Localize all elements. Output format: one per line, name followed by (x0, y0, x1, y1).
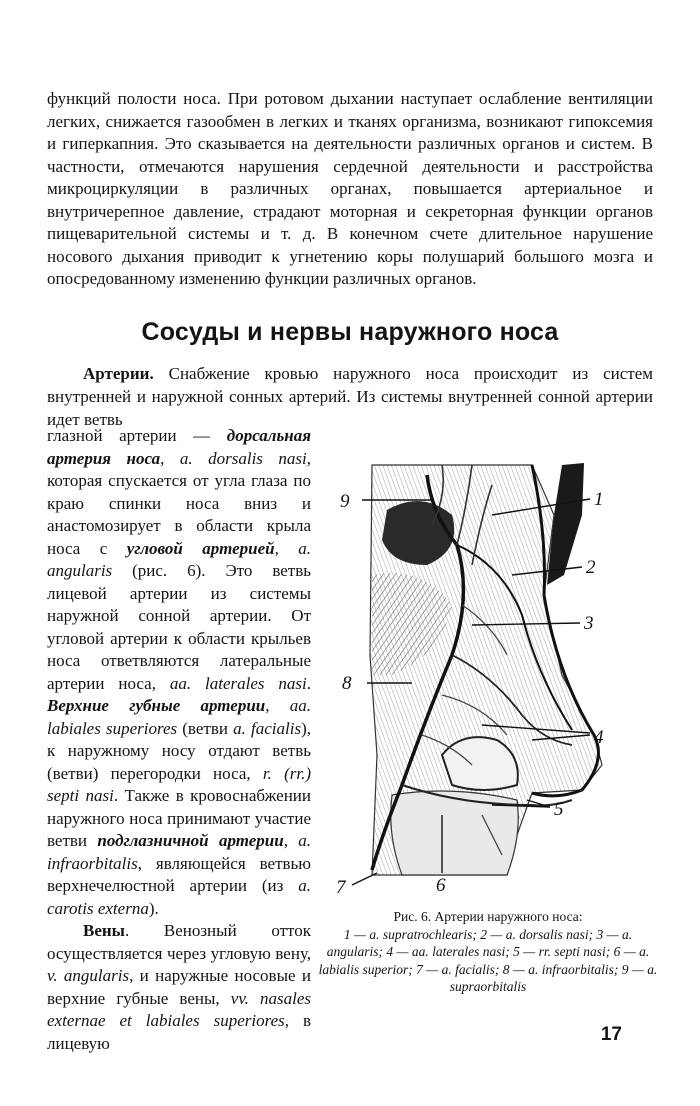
latin-dorsalis-nasi: a. dorsalis nasi (179, 448, 307, 468)
latin-carotis-externa: a. carotis externa (47, 876, 311, 918)
latin-labiales-superiores: aa. labiales superiores (47, 696, 311, 738)
term-angular-artery: угловой артерией (126, 538, 275, 558)
figure-label-6: 6 (436, 875, 446, 895)
latin-septi-nasi: r. (rr.) septi nasi (47, 763, 311, 805)
arteries-text-7: . (306, 673, 311, 693)
arteries-paragraph-body (47, 425, 311, 920)
arteries-text-11: . Также в кровоснабжении наружного носа принимают участие ветви (47, 786, 311, 850)
section-heading: Сосуды и нервы наружного носа (141, 318, 559, 346)
latin-nasales-labiales: vv. nasales externae et labiales superiores (47, 988, 311, 1030)
veins-text-2: , и наружные носовые и верхние губные вены, (47, 966, 312, 1008)
arteries-text-12: , (283, 831, 299, 850)
figure-label-4: 4 (594, 727, 604, 748)
arteries-text-14: ). (148, 898, 159, 918)
term-dorsal-artery: дорсальная артерия носа (47, 426, 311, 468)
figure-label-2: 2 (586, 557, 596, 578)
term-infraorbital-artery: подглазничной артерии (97, 831, 284, 850)
nose-arteries-illustration (332, 455, 632, 895)
veins-paragraph (47, 920, 311, 1055)
text-column (47, 425, 311, 1055)
arteries-text-8: , (265, 696, 290, 715)
figure-label-3: 3 (584, 613, 594, 634)
arteries-text-4: , которая спускается от угла глаза по краю спинки носа вниз и анастомозирует в области крыла носа с (47, 448, 312, 558)
arteries-text-13: , являющейся ветвью верхнечелюстной артерии (из (47, 853, 311, 895)
page-number: 17 (600, 1024, 622, 1045)
veins-text-1: . Венозный отток осуществляется через угловую вену, (47, 921, 311, 963)
figure-label-1: 1 (594, 489, 604, 510)
figure-label-9: 9 (340, 491, 350, 512)
veins-label: Вены (83, 921, 125, 940)
arteries-label: Артерии. (83, 364, 154, 383)
arteries-text-6: (рис. 6). Это ветвь лицевой артерии из системы наружной сонной артерии. От угловой артерии к области крыльев носа ответвляются латеральные артерии носа, (47, 561, 311, 693)
arteries-text-1: Снабжение кровью наружного носа происходит из систем внутренней и наружной сонных артерий. Из системы внутренней сонной артерии идет ветвь (47, 364, 653, 429)
figure-label-5: 5 (554, 799, 564, 820)
leader-7 (352, 873, 377, 885)
arteries-paragraph-top (47, 362, 653, 431)
arteries-text-9: (ветви (177, 718, 234, 738)
arteries-text-10: ), к наружному носу отдают ветвь (ветви) перегородки носа, (47, 718, 311, 783)
caption-title: Рис. 6. Артерии наружного носа: (393, 909, 583, 924)
intro-paragraph: функций полости носа. При ротовом дыхании наступает ослабление вентиляции легких, снижается газообмен в легких и тканях организма, возникают гипоксемия и гиперкапния. Это сказывается на деятельности различных органов и систем. В частности, отмечаются нарушения сердечной деятельности и расстройства микроциркуляции в различных органах, повышается артериальное и внутричерепное давление, страдают моторная и секреторная функции органов пищеварительной системы и т. д. В конечном счете длительное нарушение носового дыхания приводит к угнетению коры полушарий большого мозга и опосредованному изменению функции различных органов. (47, 89, 653, 288)
figure-label-7: 7 (336, 877, 346, 895)
term-labial-arteries: Верхние губные артерии (47, 696, 266, 715)
figure-caption (318, 908, 658, 996)
latin-angularis: a. angularis (47, 538, 312, 580)
latin-facialis: a. facialis (233, 718, 302, 738)
arteries-text-2: глазной артерии — (47, 426, 227, 445)
caption-legend: 1 — a. supratrochlearis; 2 — a. dorsalis nasi; 3 — a. angularis; 4 — aa. laterales nasi; 5 — rr. septi nasi; 6 — a. labialis superior; 7 — a. facialis; 8 — a. infraorbitalis; 9 — a. supraorbitalis (318, 926, 658, 994)
veins-text-3: , в лицевую (47, 1011, 311, 1053)
figure-label-8: 8 (342, 673, 352, 694)
latin-laterales-nasi: aa. laterales nasi (169, 673, 307, 693)
arteries-text-5: , (274, 538, 299, 558)
arteries-text-3: , (160, 448, 180, 468)
latin-infraorbitalis: a. infraorbitalis (47, 831, 312, 873)
latin-v-angularis: v. angularis (47, 966, 130, 985)
